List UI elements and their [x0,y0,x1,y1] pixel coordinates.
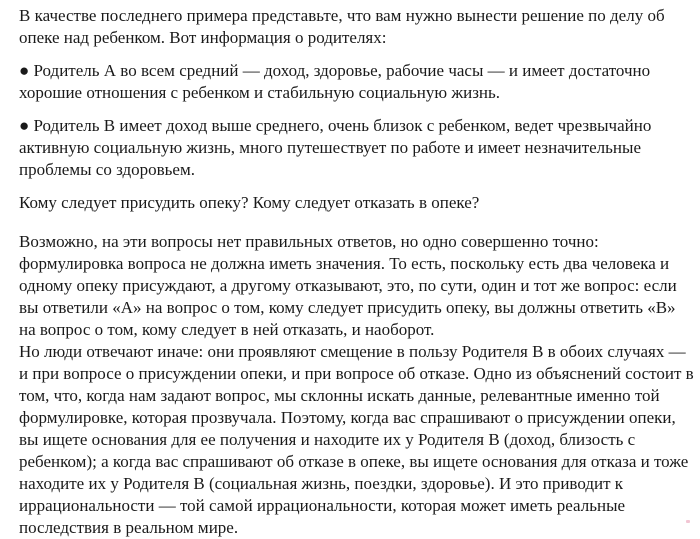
parent-a-bullet: ● Родитель А во всем средний — доход, здоровье, рабочие часы — и имеет достаточно хорошие отношения с ребенком и стабильную социальную жизнь. [19,61,651,102]
framing-paragraph: Возможно, на эти вопросы нет правильных ответов, но одно совершенно точно: формулировка вопроса не должна иметь значения. То есть, поскольку есть два человека и одному опеку присуждают, а другому отказывают, это, по сути, один и тот же вопрос: если вы ответили «А» на вопрос о том, кому следует присудить опеку, вы должны ответить «В» на вопрос о том, кому следует в ней отказать, и наоборот. [19,232,677,339]
question-paragraph: Кому следует присудить опеку? Кому следует отказать в опеке? [19,193,480,212]
intro-paragraph: В качестве последнего примера представьте, что вам нужно вынести решение по делу об опеке над ребенком. Вот информация о родителях: [19,6,665,47]
parent-b-bullet: ● Родитель В имеет доход выше среднего, очень близок с ребенком, ведет чрезвычайно активную социальную жизнь, много путешествует по работе и имеет незначительные проблемы со здоровьем. [19,116,652,179]
bias-explanation-paragraph: Но люди отвечают иначе: они проявляют смещение в пользу Родителя В в обоих случаях — и при вопросе о присуждении опеки, и при вопросе об отказе. Одно из объяснений состоит в том, что, когда нам задают вопрос, мы склонны искать данные, релевантные именно той формулировке, которая прозвучала. Поэтому, когда вас спрашивают о присуждении опеки, вы ищете основания для ее получения и находите их у Родителя В (доход, близость с ребенком); а когда вас спрашивают об отказе в опеке, вы ищете основания для отказа и тоже находите их у Родителя В (социальная жизнь, поездки, здоровье). И это приводит к иррациональности — той самой иррациональности, которая может иметь реальные последствия в реальном мире. [19,342,694,537]
corner-mark [686,520,690,523]
